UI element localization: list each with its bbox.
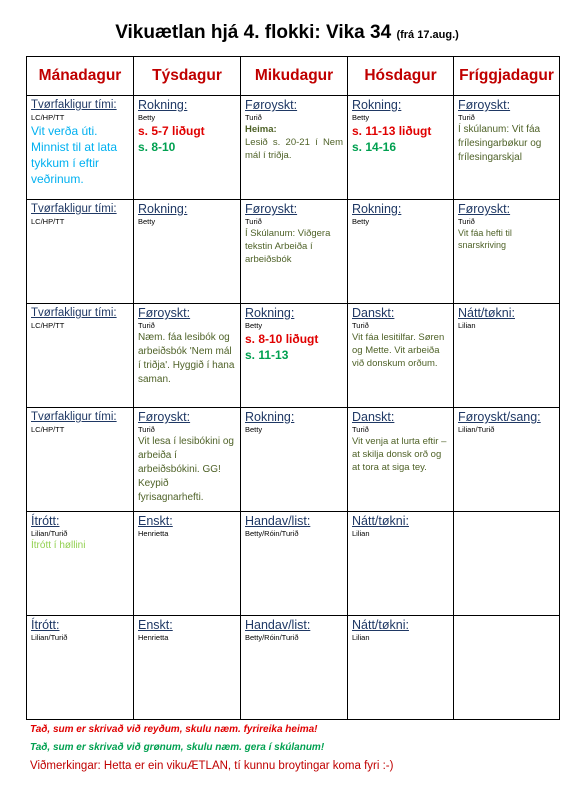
homework-line: s. 11-13 liðugt <box>352 124 432 138</box>
day-header-wednesday: Mikudagur <box>241 57 348 96</box>
teacher-label: Turið <box>458 217 475 226</box>
day-header-tuesday: Týsdagur <box>134 57 241 96</box>
subject-label: Nátt/tøkni: <box>352 514 409 528</box>
classwork-line: s. 11-13 <box>245 348 289 362</box>
teacher-label: Turið <box>352 425 369 434</box>
teacher-label: Lilian/Turið <box>31 633 68 642</box>
subject-label: Føroyskt: <box>458 98 511 112</box>
subject-label: Handav/list: <box>245 618 311 632</box>
subject-label: Rokning: <box>138 202 188 216</box>
title-main: Vikuætlan hjá 4. flokki: Vika 34 <box>115 22 392 43</box>
subject-label: Enskt: <box>138 514 173 528</box>
teacher-label: Lilian <box>458 321 476 330</box>
subject-label: Nátt/tøkni: <box>458 306 515 320</box>
teacher-label: Lilian/Turið <box>31 529 68 538</box>
teacher-label: LC/HP/TT <box>31 217 65 226</box>
teacher-label: Henrietta <box>138 529 169 538</box>
teacher-label: Betty <box>245 425 263 434</box>
subject-label: Danskt: <box>352 306 395 320</box>
teacher-label: Lilian <box>352 633 370 642</box>
lesson-row <box>27 96 560 200</box>
subject-label: Føroyskt: <box>458 202 511 216</box>
teacher-label: Turið <box>352 321 369 330</box>
day-header-thursday: Hósdagur <box>348 57 454 96</box>
lesson-cell-monday <box>27 408 134 512</box>
subject-label: Rokning: <box>352 202 402 216</box>
lesson-note: Í Skúlanum: Viðgera tekstin Arbeiða í arbeiðsbók <box>245 228 331 265</box>
subject-label: Danskt: <box>352 410 395 424</box>
subject-label: Rokning: <box>245 306 295 320</box>
lesson-cell-tuesday <box>134 96 241 200</box>
classwork-line: s. 8-10 <box>138 140 176 154</box>
legend-green-note: Tað, sum er skrivað við grønum, skulu næm. gera í skúlanum! <box>30 742 325 753</box>
teacher-label: Betty/Róin/Turið <box>245 633 299 642</box>
subject-label: Føroyskt/sang: <box>458 410 541 424</box>
teacher-label: Lilian/Turið <box>458 425 495 434</box>
subject-label: Tvørfakligur tími: <box>31 411 117 423</box>
teacher-label: Betty <box>138 217 156 226</box>
weekly-plan-table <box>26 56 560 720</box>
lesson-note: Vit lesa í lesibókini og arbeiða í arbeiðsbókini. GG! Keypið fyrisagnarhefti. <box>138 436 234 503</box>
homework-line: s. 8-10 liðugt <box>245 332 319 346</box>
lesson-row <box>27 512 560 616</box>
teacher-label: Betty <box>352 217 370 226</box>
lesson-cell-tuesday <box>134 304 241 408</box>
lesson-note: Vit fáa lesitilfar. Søren og Mette. Vit arbeiða við donskum orðum. <box>352 332 445 369</box>
lesson-note: Vit verða úti. Minnist til at lata tykkum í eftir veðrinum. <box>31 124 118 186</box>
teacher-label: Turið <box>138 425 155 434</box>
lesson-cell-thursday <box>348 616 454 720</box>
lesson-cell-wednesday <box>241 96 348 200</box>
subject-label: Enskt: <box>138 618 173 632</box>
teacher-label: LC/HP/TT <box>31 321 65 330</box>
lesson-cell-monday <box>27 512 134 616</box>
lesson-cell-monday <box>27 616 134 720</box>
subject-label: Tvørfakligur tími: <box>31 99 117 111</box>
subject-label: Føroyskt: <box>245 202 298 216</box>
subject-label: Nátt/tøkni: <box>352 618 409 632</box>
lesson-row <box>27 616 560 720</box>
day-header-row <box>27 57 560 96</box>
classwork-line: s. 14-16 <box>352 140 397 154</box>
lesson-cell-wednesday <box>241 200 348 304</box>
lesson-cell-friday <box>454 96 560 200</box>
remarks: Viðmerkingar: Hetta er ein vikuÆTLAN, tí kunnu broytingar koma fyri :-) <box>30 760 394 772</box>
lesson-row <box>27 408 560 512</box>
teacher-label: LC/HP/TT <box>31 425 65 434</box>
lesson-cell-friday <box>454 200 560 304</box>
lesson-cell-thursday <box>348 200 454 304</box>
lesson-cell-tuesday <box>134 616 241 720</box>
teacher-label: Turið <box>245 217 262 226</box>
page-title <box>0 22 574 44</box>
subject-label: Føroyskt: <box>138 410 191 424</box>
lesson-row <box>27 200 560 304</box>
subject-label: Ítrótt: <box>31 618 60 632</box>
lesson-cell-tuesday <box>134 512 241 616</box>
lesson-cell-monday <box>27 200 134 304</box>
lesson-cell-wednesday <box>241 512 348 616</box>
lesson-cell-wednesday <box>241 616 348 720</box>
lesson-cell-wednesday <box>241 408 348 512</box>
lesson-note: Í skúlanum: Vit fáa frílesingarbøkur og frílesingarskjal <box>458 124 542 163</box>
teacher-label: Betty <box>352 113 370 122</box>
subject-label: Tvørfakligur tími: <box>31 203 117 215</box>
title-date-range: (frá 17.aug.) <box>396 29 459 41</box>
teacher-label: Turið <box>245 113 262 122</box>
teacher-label: LC/HP/TT <box>31 113 65 122</box>
subject-label: Rokning: <box>138 98 188 112</box>
lesson-note: Vit venja at lurta eftir – at skilja donsk orð og at tora at siga tey. <box>352 436 447 473</box>
teacher-label: Betty/Róin/Turið <box>245 529 299 538</box>
lesson-cell-tuesday <box>134 408 241 512</box>
lesson-cell-thursday <box>348 96 454 200</box>
subject-label: Handav/list: <box>245 514 311 528</box>
teacher-label: Turið <box>138 321 155 330</box>
lesson-note: Lesið s. 20-21 í Nem mál í triðja. <box>245 137 343 161</box>
day-header-monday: Mánadagur <box>27 57 134 96</box>
lesson-row <box>27 304 560 408</box>
homework-line: s. 5-7 liðugt <box>138 124 205 138</box>
lesson-note: Næm. fáa lesibók og arbeiðsbók 'Nem mál í triðja'. Hyggið í hana saman. <box>138 332 235 385</box>
lesson-cell-monday <box>27 304 134 408</box>
lesson-note: Ítrótt í høllini <box>31 540 86 551</box>
lesson-cell-friday <box>454 304 560 408</box>
teacher-label: Henrietta <box>138 633 169 642</box>
lesson-cell-friday <box>454 616 560 720</box>
subject-label: Rokning: <box>245 410 295 424</box>
lesson-cell-monday <box>27 96 134 200</box>
lesson-cell-thursday <box>348 408 454 512</box>
legend-red-note: Tað, sum er skrivað við reyðum, skulu næm. fyrireika heima! <box>30 724 318 735</box>
lesson-cell-friday <box>454 408 560 512</box>
lesson-cell-thursday <box>348 304 454 408</box>
subject-label: Rokning: <box>352 98 402 112</box>
homework-label: Heima: <box>245 124 277 135</box>
teacher-label: Betty <box>245 321 263 330</box>
lesson-cell-friday <box>454 512 560 616</box>
subject-label: Ítrótt: <box>31 514 60 528</box>
lesson-cell-wednesday <box>241 304 348 408</box>
teacher-label: Betty <box>138 113 156 122</box>
day-header-friday: Fríggjadagur <box>454 57 560 96</box>
subject-label: Føroyskt: <box>138 306 191 320</box>
lesson-note: Vit fáa hefti til snarskriving <box>458 228 512 250</box>
subject-label: Føroyskt: <box>245 98 298 112</box>
teacher-label: Turið <box>458 113 475 122</box>
teacher-label: Lilian <box>352 529 370 538</box>
lesson-cell-tuesday <box>134 200 241 304</box>
subject-label: Tvørfakligur tími: <box>31 307 117 319</box>
lesson-cell-thursday <box>348 512 454 616</box>
